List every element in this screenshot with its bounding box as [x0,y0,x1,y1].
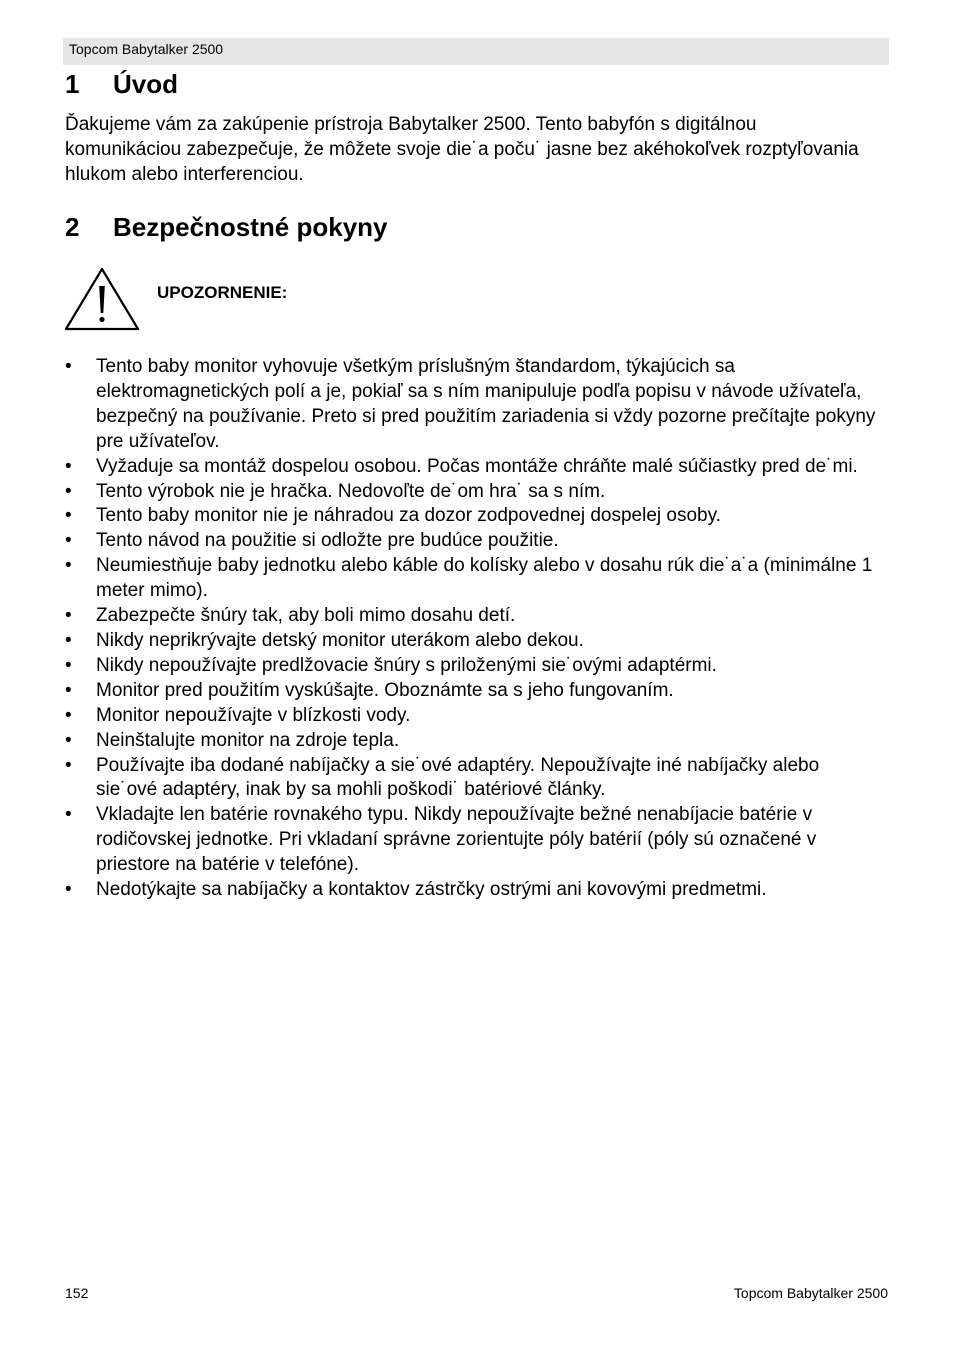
list-item [65,604,877,629]
list-item-text: Nikdy neprikrývajte detský monitor uterákom alebo dekou. [96,629,584,651]
section-number: 1 [65,69,80,99]
bullet-marker: • [65,804,72,826]
bullet-marker: • [65,505,72,527]
list-item-text: Tento baby monitor nie je náhradou za dozor zodpovednej dospelej osoby. [96,505,721,527]
list-item-text: Monitor nepoužívajte v blízkosti vody. [96,704,411,726]
list-item-text: Tento výrobok nie je hračka. Nedovoľte de˙om hra˙ sa s ním. [96,480,606,502]
bullet-marker: • [65,729,72,751]
section-title: Úvod [113,69,178,99]
list-item [65,629,877,654]
header-title: Topcom Babytalker 2500 [69,41,224,57]
bullet-marker: • [65,356,72,377]
bullet-marker: • [65,530,72,552]
list-item-text: Nedotýkajte sa nabíjačky a kontaktov zástrčky ostrými ani kovovými predmetmi. [96,879,767,901]
list-item [65,679,877,704]
list-item-text: Neinštalujte monitor na zdroje tepla. [96,729,400,751]
bullet-marker: • [65,455,72,477]
page-number: 152 [65,1285,89,1301]
list-item-text: Monitor pred použitím vyskúšajte. Oboznámte sa s jeho fungovaním. [96,679,674,701]
list-item [65,803,877,878]
bullet-marker: • [65,555,72,577]
list-item-text: Zabezpečte šnúry tak, aby boli mimo dosahu detí. [96,605,516,627]
list-item [65,504,877,529]
footer-title: Topcom Babytalker 2500 [733,1285,888,1301]
list-item-text: Vyžaduje sa montáž dospelou osobou. Počas montáže chráňte malé súčiastky pred de˙mi. [96,455,858,477]
bullet-marker: • [65,480,72,502]
list-item [65,729,877,754]
warning-triangle-icon [64,266,140,332]
section-number: 2 [65,212,80,242]
bullet-marker: • [65,679,72,701]
bullet-marker: • [65,879,72,901]
list-item [65,654,877,679]
list-item [65,554,877,604]
list-item [65,704,877,729]
list-item [65,754,877,804]
bullet-marker: • [65,654,72,676]
section-heading-safety [65,212,388,242]
warning-label: UPOZORNENIE: [157,283,288,302]
list-item [65,878,877,903]
list-item [65,480,877,505]
list-item-text: Neumiestňuje baby jednotku alebo káble do kolísky alebo v dosahu rúk die˙a˙a (minimálne 1 meter mimo). [96,555,873,602]
list-item-text: Tento návod na použitie si odložte pre budúce použitie. [96,530,559,552]
section-heading-uvod [65,69,178,99]
section-title: Bezpečnostné pokyny [113,212,388,242]
list-item-text: Vkladajte len batérie rovnakého typu. Nikdy nepoužívajte bežné nenabíjacie batérie v rodičovskej jednotke. Pri vkladaní správne zorientujte póly batérií (póly sú označené v priestore na batérie v telefóne). [96,804,817,876]
intro-paragraph: Ďakujeme vám za zakúpenie prístroja Babytalker 2500. Tento babyfón s digitálnou komunikáciou zabezpečuje, že môžete svoje die˙a poču˙ jasne bez akéhokoľvek rozptyľovania hlukom alebo interferenciou. [65,114,859,185]
list-item [65,529,877,554]
bullet-marker: • [65,629,72,651]
bullet-marker: • [65,754,72,776]
list-item [65,455,877,480]
list-item [65,355,877,455]
list-item-text: Používajte iba dodané nabíjačky a sie˙ové adaptéry. Nepoužívajte iné nabíjačky alebo sie˙ové adaptéry, inak by sa mohli poškodi˙ batériové články. [96,754,820,801]
safety-instructions-list [65,355,877,903]
list-item-text: Nikdy nepoužívajte predlžovacie šnúry s priloženými sie˙ovými adaptérmi. [96,654,717,676]
page-header [63,38,889,65]
bullet-marker: • [65,605,72,627]
bullet-marker: • [65,704,72,726]
list-item-text: Tento baby monitor vyhovuje všetkým príslušným štandardom, týkajúcich sa elektromagnetických polí a je, pokiaľ sa s ním manipuluje podľa popisu v návode užívateľa, bezpečný na používanie. Preto si pred použitím zariadenia si vždy pozorne prečítajte pokyny pre užívateľov. [96,356,876,452]
